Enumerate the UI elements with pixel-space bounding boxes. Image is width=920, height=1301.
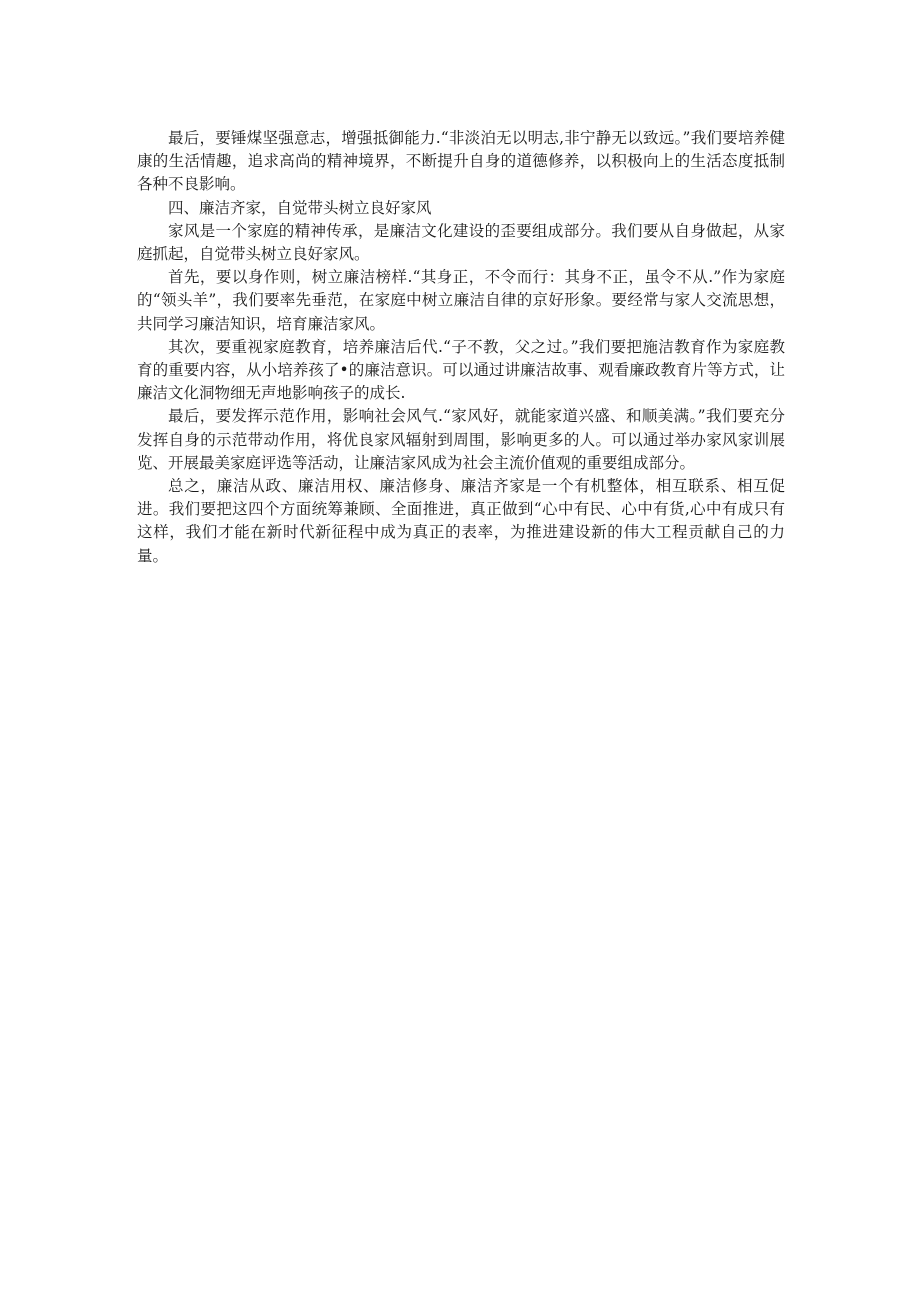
paragraph-demonstration-role: 最后，要发挥示范作用，影响社会风气.“家风好，就能家道兴盛、和顺美满。”我们要充分发挥自身的示范带动作用，将优良家风辐射到周围，影响更多的人。可以通过举办家风家训展览、开展最美家庭评选等活动，让廉洁家风成为社会主流价值观的重要组成部分。 — [137, 407, 785, 472]
paragraph-family-tradition: 家风是一个家庭的精神传承，是廉洁文化建设的歪要组成部分。我们要从自身做起，从家庭抓起，自觉带头树立良好家风。 — [137, 221, 785, 264]
document-body — [137, 127, 785, 568]
paragraph-conclusion: 总之，廉洁从政、廉洁用权、廉洁修身、廉洁齐家是一个有机整体，相互联系、相互促进。我们要把这四个方面统筹兼顾、全面推进，真正做到“心中有民、心中有货,心中有成只有这样，我们才能在新时代新征程中成为真正的表率，为推进建设新的伟大工程贡献自己的力量。 — [137, 477, 785, 565]
paragraph-strengthen-will: 最后，要锤煤坚强意志，增强抵御能力.“非淡泊无以明志,非宁静无以致远。”我们要培养健康的生活情趣，追求高尚的精神境界，不断提升自身的道德修养，以积极向上的生活态度抵制各种不良影响。 — [137, 129, 785, 194]
paragraph-family-education: 其次，要重视家庭教育，培养廉洁后代.“子不教，父之过。”我们要把施洁教育作为家庭教育的重要内容，从小培养孩了•的廉洁意识。可以通过讲廉洁故事、观看廉政教育片等方式，让廉洁文化洞物细无声地影响孩子的成长. — [137, 337, 785, 403]
section-heading-family: 四、廉洁齐家，自觉带头树立良好家风 — [168, 198, 432, 217]
paragraph-lead-by-example: 首先，要以身作则，树立廉洁榜样.“其身正，不令而行：其身不正，虽令不从.”作为家庭的“领头羊”，我们要率先垂范，在家庭中树立廉洁自律的京好形象。要经常与家人交流思想，共同学习廉洁知识，培育廉洁家风。 — [137, 268, 785, 333]
